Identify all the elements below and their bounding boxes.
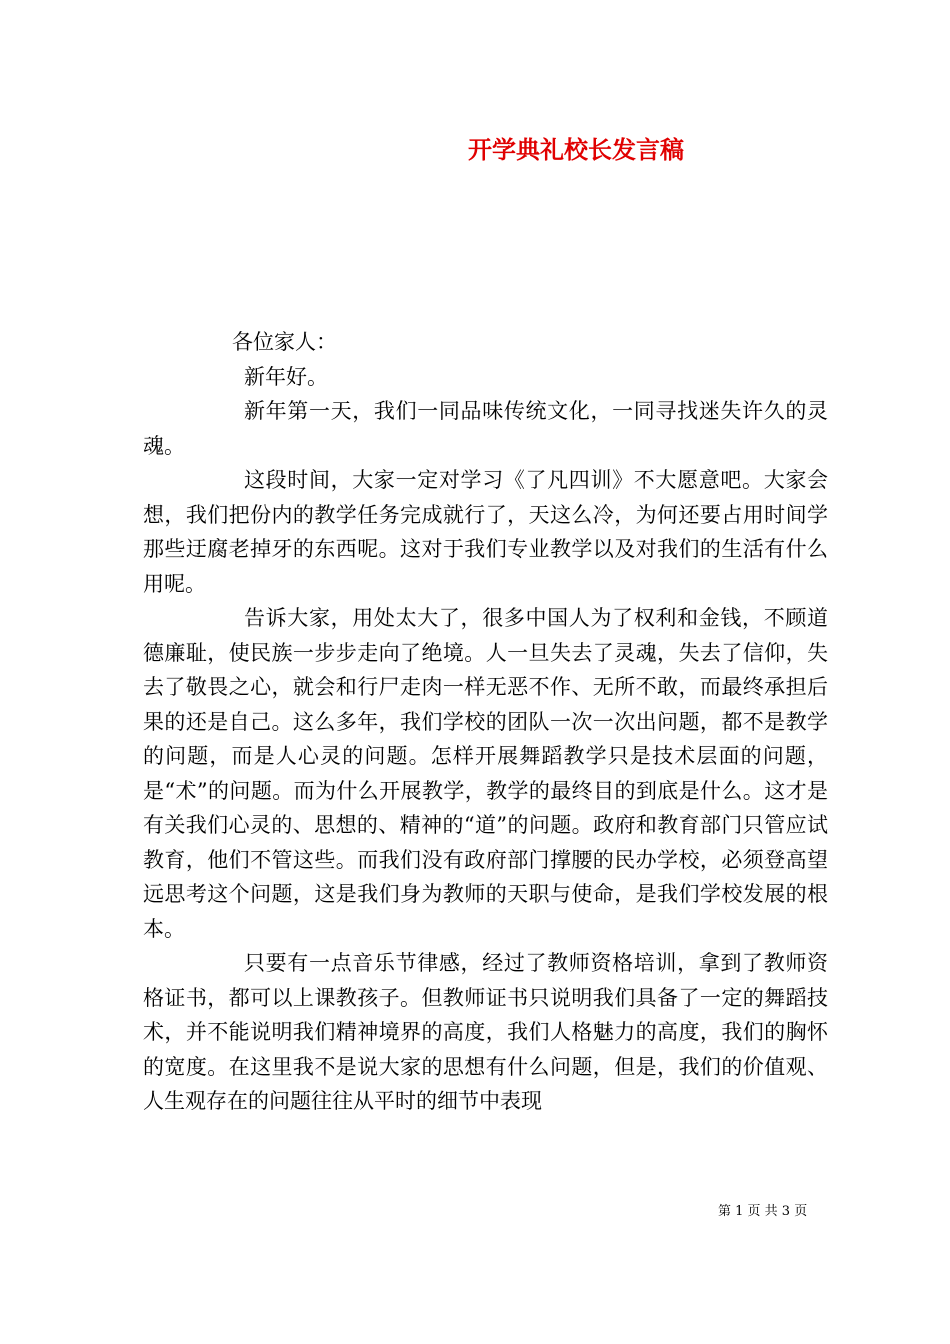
document-body bbox=[143, 325, 828, 1119]
paragraph: 这段时间，大家一定对学习《了凡四训》不大愿意吧。大家会想，我们把份内的教学任务完成就行了，天这么冷，为何还要占用时间学那些迂腐老掉牙的东西呢。这对于我们专业教学以及对我们的生活有什么用呢。 bbox=[143, 468, 828, 596]
greeting: 新年好。 bbox=[244, 364, 328, 389]
paragraph: 新年第一天，我们一同品味传统文化，一同寻找迷失许久的灵魂。 bbox=[143, 399, 828, 458]
page-number: 第 1 页 共 3 页 bbox=[718, 1204, 808, 1219]
salutation: 各位家人： bbox=[232, 330, 337, 354]
page-footer bbox=[0, 1202, 950, 1222]
page-title-text: 开学典礼校长发言稿 bbox=[468, 135, 684, 164]
page-title bbox=[0, 132, 950, 168]
paragraph: 告诉大家，用处太大了，很多中国人为了权利和金钱，不顾道德廉耻，使民族一步步走向了绝境。人一旦失去了灵魂，失去了信仰，失去了敬畏之心，就会和行尸走肉一样无恶不作、无所不敢，而最终承担后果的还是自己。这么多年，我们学校的团队一次一次出问题，都不是教学的问题，而是人心灵的问题。怎样开展舞蹈教学只是技术层面的问题，是“术”的问题。而为什么开展教学，教学的最终目的到底是什么。这才是有关我们心灵的、思想的、精神的“道”的问题。政府和教育部门只管应试教育，他们不管这些。而我们没有政府部门撑腰的民办学校，必须登高望远思考这个问题，这是我们身为教师的天职与使命，是我们学校发展的根本。 bbox=[143, 606, 828, 941]
paragraph: 只要有一点音乐节律感，经过了教师资格培训，拿到了教师资格证书，都可以上课教孩子。但教师证书只说明我们具备了一定的舞蹈技术，并不能说明我们精神境界的高度，我们人格魅力的高度，我们的胸怀的宽度。在这里我不是说大家的思想有什么问题，但是，我们的价值观、人生观存在的问题往往从平时的细节中表现 bbox=[143, 951, 828, 1113]
